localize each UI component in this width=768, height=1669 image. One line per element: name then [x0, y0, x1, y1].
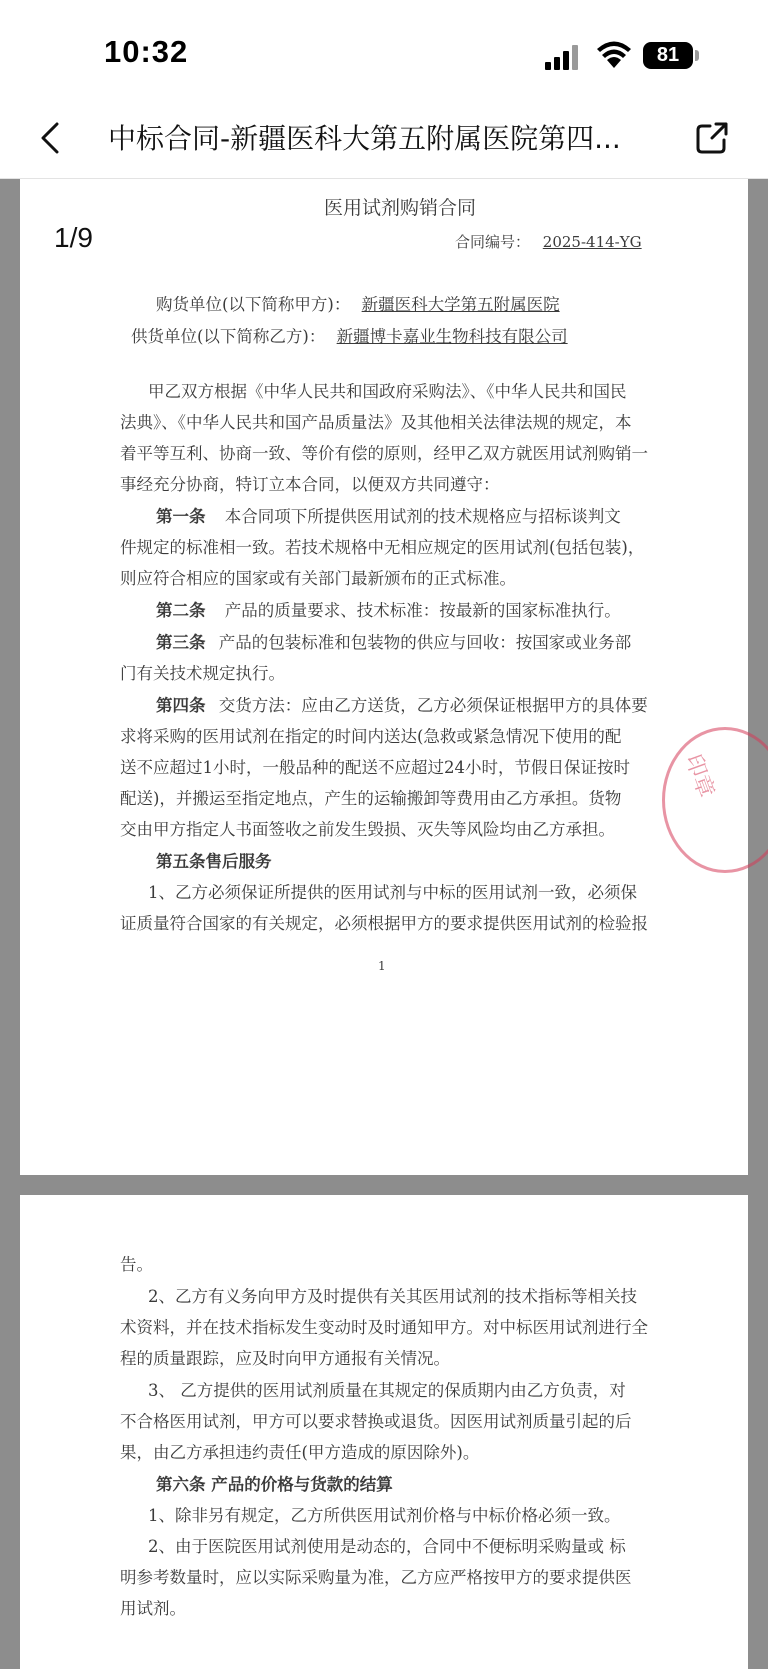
- intro-line-2: 法典》、《中华人民共和国产品质量法》及其他相关法律法规的规定，本: [120, 413, 632, 432]
- intro-line-1: 甲乙双方根据《中华人民共和国政府采购法》、《中华人民共和国民: [148, 382, 627, 401]
- page2-line-6: 不合格医用试剂，甲方可以要求替换或退货。因医用试剂质量引起的后: [120, 1412, 632, 1431]
- contract-number-row: [455, 231, 642, 252]
- seller-label: 供货单位(以下简称乙方)：: [131, 327, 326, 346]
- back-chevron-icon[interactable]: [32, 118, 72, 158]
- article-2-heading: 第二条: [156, 601, 206, 620]
- page2-line-2: 2、乙方有义务向甲方及时提供有关其医用试剂的技术指标等相关技: [148, 1287, 637, 1306]
- document-page-1: [20, 179, 748, 1175]
- company-seal: 印章: [662, 727, 768, 873]
- article-6-line-4: 用试剂。: [120, 1599, 186, 1618]
- article-5-line-1: 1、乙方必须保证所提供的医用试剂与中标的医用试剂一致，必须保: [148, 883, 637, 902]
- intro-line-4: 事经充分协商，特订立本合同，以便双方共同遵守：: [120, 475, 500, 494]
- seller-row: [131, 323, 568, 347]
- article-3-heading: 第三条: [156, 633, 206, 652]
- article-4-line-1: 第四条 交货方法：应由乙方送货，乙方必须保证根据甲方的具体要: [156, 696, 648, 715]
- document-page-2: [20, 1195, 748, 1669]
- article-6-line-3: 明参考数量时，应以实际采购量为准，乙方应严格按甲方的要求提供医: [120, 1568, 632, 1587]
- article-4-line-4: 配送)，并搬运至指定地点，产生的运输搬卸等费用由乙方承担。货物: [120, 789, 622, 808]
- article-5-heading: 第五条售后服务: [156, 852, 272, 871]
- article-3-line-2: 门有关技术规定执行。: [120, 664, 285, 683]
- article-6-line-2: 2、由于医院医用试剂使用是动态的，合同中不便标明采购量或 标: [148, 1537, 626, 1556]
- page2-line-5: 3、 乙方提供的医用试剂质量在其规定的保质期内由乙方负责，对: [148, 1381, 626, 1400]
- contract-number-label: 合同编号：: [455, 233, 531, 251]
- article-4-line-5: 交由甲方指定人书面签收之前发生毁损、灭失等风险均由乙方承担。: [120, 820, 615, 839]
- buyer-row: [156, 291, 560, 315]
- page2-line-1: 告。: [120, 1255, 153, 1274]
- document-viewer[interactable]: [0, 179, 768, 1669]
- article-2-line: 第二条 产品的质量要求、技术标准：按最新的国家标准执行。: [156, 601, 621, 620]
- seller-name: 新疆博卡嘉业生物科技有限公司: [336, 327, 568, 346]
- status-time: 10:32: [104, 34, 189, 69]
- page2-line-4: 程的质量跟踪，应及时向甲方通报有关情况。: [120, 1349, 450, 1368]
- article-6-heading: 第六条 产品的价格与货款的结算: [156, 1475, 393, 1494]
- document-title: 中标合同-新疆医科大第五附属医院第四...: [108, 122, 621, 155]
- article-4-line-2: 求将采购的医用试剂在指定的时间内送达(急救或紧急情况下使用的配: [120, 727, 622, 746]
- article-1-heading: 第一条: [156, 507, 206, 526]
- signal-icon: [545, 44, 585, 70]
- page-number: 1: [378, 959, 386, 973]
- status-bar: [0, 0, 768, 100]
- article-1-line-1: 第一条 本合同项下所提供医用试剂的技术规格应与招标谈判文: [156, 507, 621, 526]
- article-1-line-3: 则应符合相应的国家或有关部门最新颁布的正式标准。: [120, 569, 516, 588]
- contract-title: 医用试剂购销合同: [324, 197, 477, 219]
- article-6-line-1: 1、除非另有规定，乙方所供医用试剂价格与中标价格必须一致。: [148, 1506, 621, 1525]
- article-1-line-2: 件规定的标准相一致。若技术规格中无相应规定的医用试剂(包括包装)，: [120, 538, 645, 557]
- article-4-line-3: 送不应超过1小时，一般品种的配送不应超过24小时，节假日保证按时: [120, 758, 630, 777]
- buyer-label: 购货单位(以下简称甲方)：: [156, 295, 351, 314]
- page-indicator: 1/9: [54, 222, 93, 253]
- contract-number: 2025-414-YG: [542, 233, 642, 251]
- share-icon[interactable]: [692, 118, 732, 158]
- battery-level: 81: [643, 42, 693, 69]
- page2-line-7: 果，由乙方承担违约责任(甲方造成的原因除外)。: [120, 1443, 480, 1462]
- page2-line-3: 术资料，并在技术指标发生变动时及时通知甲方。对中标医用试剂进行全: [120, 1318, 648, 1337]
- intro-line-3: 着平等互利、协商一致、等价有偿的原则，经甲乙双方就医用试剂购销一: [120, 444, 648, 463]
- nav-bar: [0, 100, 768, 179]
- article-5-line-2: 证质量符合国家的有关规定，必须根据甲方的要求提供医用试剂的检验报: [120, 914, 648, 933]
- wifi-icon: [596, 40, 632, 70]
- article-3-line-1: 第三条 产品的包装标准和包装物的供应与回收：按国家或业务部: [156, 633, 632, 652]
- battery-tip: [695, 50, 699, 61]
- article-4-heading: 第四条: [156, 696, 206, 715]
- buyer-name: 新疆医科大学第五附属医院: [361, 295, 560, 314]
